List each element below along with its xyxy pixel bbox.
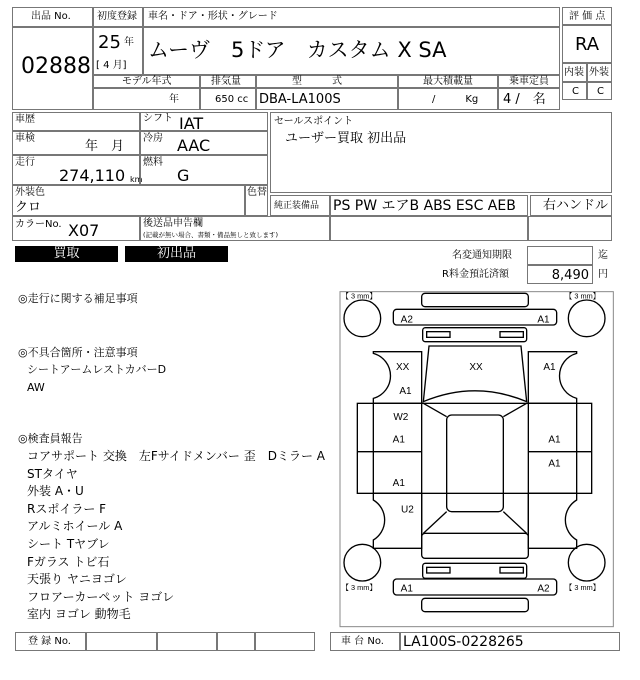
sales-point-cell [270,112,612,193]
interior-cell [562,82,587,100]
equipment-label: 純正装備品 [274,201,320,211]
damage-mark: W2 [393,412,409,423]
tire-lr [344,544,381,581]
capacity-label: 乗車定員 [509,76,549,87]
tire-lf [344,300,381,337]
reg-no-cell [157,632,217,651]
lf-fender [373,352,421,404]
history-label: 車歴 [15,114,35,125]
tire-rf [568,300,605,337]
equipment-cell [330,195,528,216]
year-unit: 年 [124,37,134,48]
reg-no-label-cell [15,632,86,651]
color-label: 外装色 [15,187,45,198]
inspection-label: 車検 [15,133,35,144]
car-damage-diagram [330,280,620,630]
lot-no: 02888 [21,54,91,79]
damage-mark: A1 [400,583,413,595]
grade-score: RA [575,34,600,55]
mileage-unit: km [130,175,143,184]
chassis-no: LA100S-0228265 [403,634,524,650]
reg-no-cell [86,632,157,651]
displacement-label: 排気量 [211,76,241,87]
damage-mark: U2 [401,504,414,516]
inspector-item: 外装 A・U [27,484,84,499]
headlight [427,332,450,338]
inspection-cell [12,131,140,155]
rear-lower-panel [422,598,529,611]
front-grille [423,328,527,342]
damage-mark: A1 [392,478,405,489]
exterior-header [587,63,612,82]
taillight [500,567,523,573]
first-reg-month: [ 4 月] [96,60,127,71]
color-cell [12,185,245,216]
badge-purchase: 買取 [15,246,118,262]
roof [447,415,504,512]
max-load-header [398,75,498,88]
sales-point: ユーザー買取 初出品 [285,131,407,146]
ac: AAC [177,136,211,155]
damage-mark: A1 [543,362,556,373]
tread-depth-rr: 【 3 mm】 [565,583,601,592]
car-name-label: 車名・ドア・形状・グレード [148,11,278,22]
tread-depth-lr: 【 3 mm】 [341,583,377,592]
steering: 右ハンドル [543,198,609,213]
model-year-cell [93,88,200,110]
trunk [422,533,529,558]
tread-depth-rf: 【 3 mm】 [565,291,601,301]
car-name: ムーヴ 5ドア カスタム X SA [148,38,447,62]
color: クロ [15,200,42,215]
damage-mark: A1 [537,314,550,326]
ac-label: 冷房 [143,133,163,144]
shift-cell [140,112,268,131]
first-reg-year: 25 [98,32,121,53]
reg-no-cell [255,632,315,651]
color-no-cell [12,216,140,241]
pillar-lines [423,403,526,533]
rr-quarter [528,493,576,548]
first-reg-header [93,7,143,27]
mileage: 274,110 [59,166,126,185]
recycle-label: R料金預託済額 [442,269,509,280]
color-no-label: カラーNo. [15,219,62,230]
first-reg-cell [93,27,143,75]
damage-mark: A2 [537,583,550,595]
name-change-label: 名変通知期限 [452,250,512,261]
until-label: 迄 [598,250,608,261]
reg-no-label: 登 録 No. [28,636,71,647]
mileage-label: 走行 [15,157,35,168]
damage-mark: A1 [548,434,561,446]
badge-first-listing: 初出品 [125,246,228,262]
chassis-label-cell [330,632,400,651]
car-name-cell [143,27,560,75]
inspector-item: シート Tヤブレ [27,536,110,551]
chassis-cell [400,632,620,651]
type-label: 型 式 [292,76,342,87]
shift-label: シフト [143,113,173,124]
type-cell [256,88,398,110]
later-items-note: (記載が無い場合、書類・備品無しと致します) [143,231,279,239]
damage-mark: A1 [392,434,405,446]
grade-header [562,7,612,25]
later-items-label: 後送品申告欄 [143,218,203,229]
max-load-label: 最大積載量 [423,76,473,87]
ac-cell [140,131,268,155]
capacity-cell [498,88,560,110]
history-cell [12,112,140,131]
sales-point-label: セールスポイント [274,116,354,127]
first-reg-label: 初度登録 [97,11,137,22]
exterior-grade: C [597,86,604,97]
lot-no-label: 出品 No. [31,11,71,22]
later-items-cell [140,216,330,241]
displacement-cell [200,88,256,110]
recycle-value: 8,490 [551,268,589,283]
inspection: 年 月 [85,139,125,154]
yen-label: 円 [598,269,608,280]
inspector-item: コアサポート 交換 左Fサイドメンバー 歪 Dミラー A [27,449,325,463]
tire-rr [568,544,605,581]
inspector-list [27,448,325,624]
exterior-label: 外装 [589,67,609,78]
defect-item: AW [27,381,45,394]
inspector-title: ◎検査員報告 [18,432,83,445]
inspector-item: STタイヤ [27,466,78,481]
displacement-header [200,75,256,88]
lot-no-header [12,7,93,27]
grade-cell [562,25,612,63]
color-change-cell [245,185,268,216]
fuel-cell [140,155,268,185]
color-change-label: 色替 [247,187,267,198]
inspector-item: Rスポイラー F [27,501,107,516]
max-load: / Kg [432,94,479,105]
name-change-box [527,246,593,265]
tread-depth-lf: 【 3 mm】 [341,291,377,301]
capacity-header [498,75,560,88]
inspector-item: フロアーカーペット ヨゴレ [27,589,175,604]
taillight [427,567,450,573]
inspector-item: アルミホイール A [27,519,123,534]
steering-cell [530,195,612,216]
grade-label: 評 価 点 [569,11,606,22]
inspector-item: Fガラス トビ石 [27,554,110,569]
max-load-cell [398,88,498,110]
exterior-cell [587,82,612,100]
inspector-item: 天張り ヤニヨゴレ [27,572,127,587]
damage-mark: A1 [399,386,412,397]
car-name-header [143,7,560,27]
shift: IAT [179,114,204,133]
defects-title: ◎不具合箇所・注意事項 [18,346,138,359]
reg-no-cell [217,632,255,651]
damage-mark: A2 [400,314,413,326]
inspector-item: 室内 ヨゴレ 動物毛 [27,607,131,622]
front-panel [422,293,529,306]
defect-item: シートアームレストカバーD [27,363,167,376]
damage-mark: XX [469,362,483,373]
blank-cell [528,216,612,241]
model-year-unit: 年 [169,94,179,105]
lot-no-cell [12,27,93,110]
type-header [256,75,398,88]
headlight [500,332,523,338]
interior-header [562,63,587,82]
rf-fender [528,352,576,404]
interior-label: 内装 [564,67,584,78]
mileage-notes-title: ◎走行に関する補足事項 [18,292,138,305]
damage-mark: A1 [548,458,561,470]
lr-quarter [373,493,421,548]
equipment-label-cell [270,195,330,216]
chassis-label: 車 台 No. [341,636,384,647]
interior-grade: C [572,86,579,97]
fuel: G [177,166,190,185]
rear-bumper [393,579,556,595]
model-type: DBA-LA100S [259,92,341,107]
hood [423,346,526,402]
front-bumper [393,309,556,325]
fuel-label: 燃料 [143,157,163,168]
rear-panel [423,563,527,578]
later-items-value [330,216,528,241]
equipment: PS PW エアB ABS ESC AEB [333,198,516,214]
model-year-header [93,75,200,88]
color-no: X07 [68,221,100,240]
displacement: 650 cc [215,94,249,105]
capacity: 4 / 名 [503,92,546,107]
damage-mark: XX [396,362,410,373]
model-year-label: モデル年式 [122,76,172,87]
mileage-cell [12,155,143,185]
